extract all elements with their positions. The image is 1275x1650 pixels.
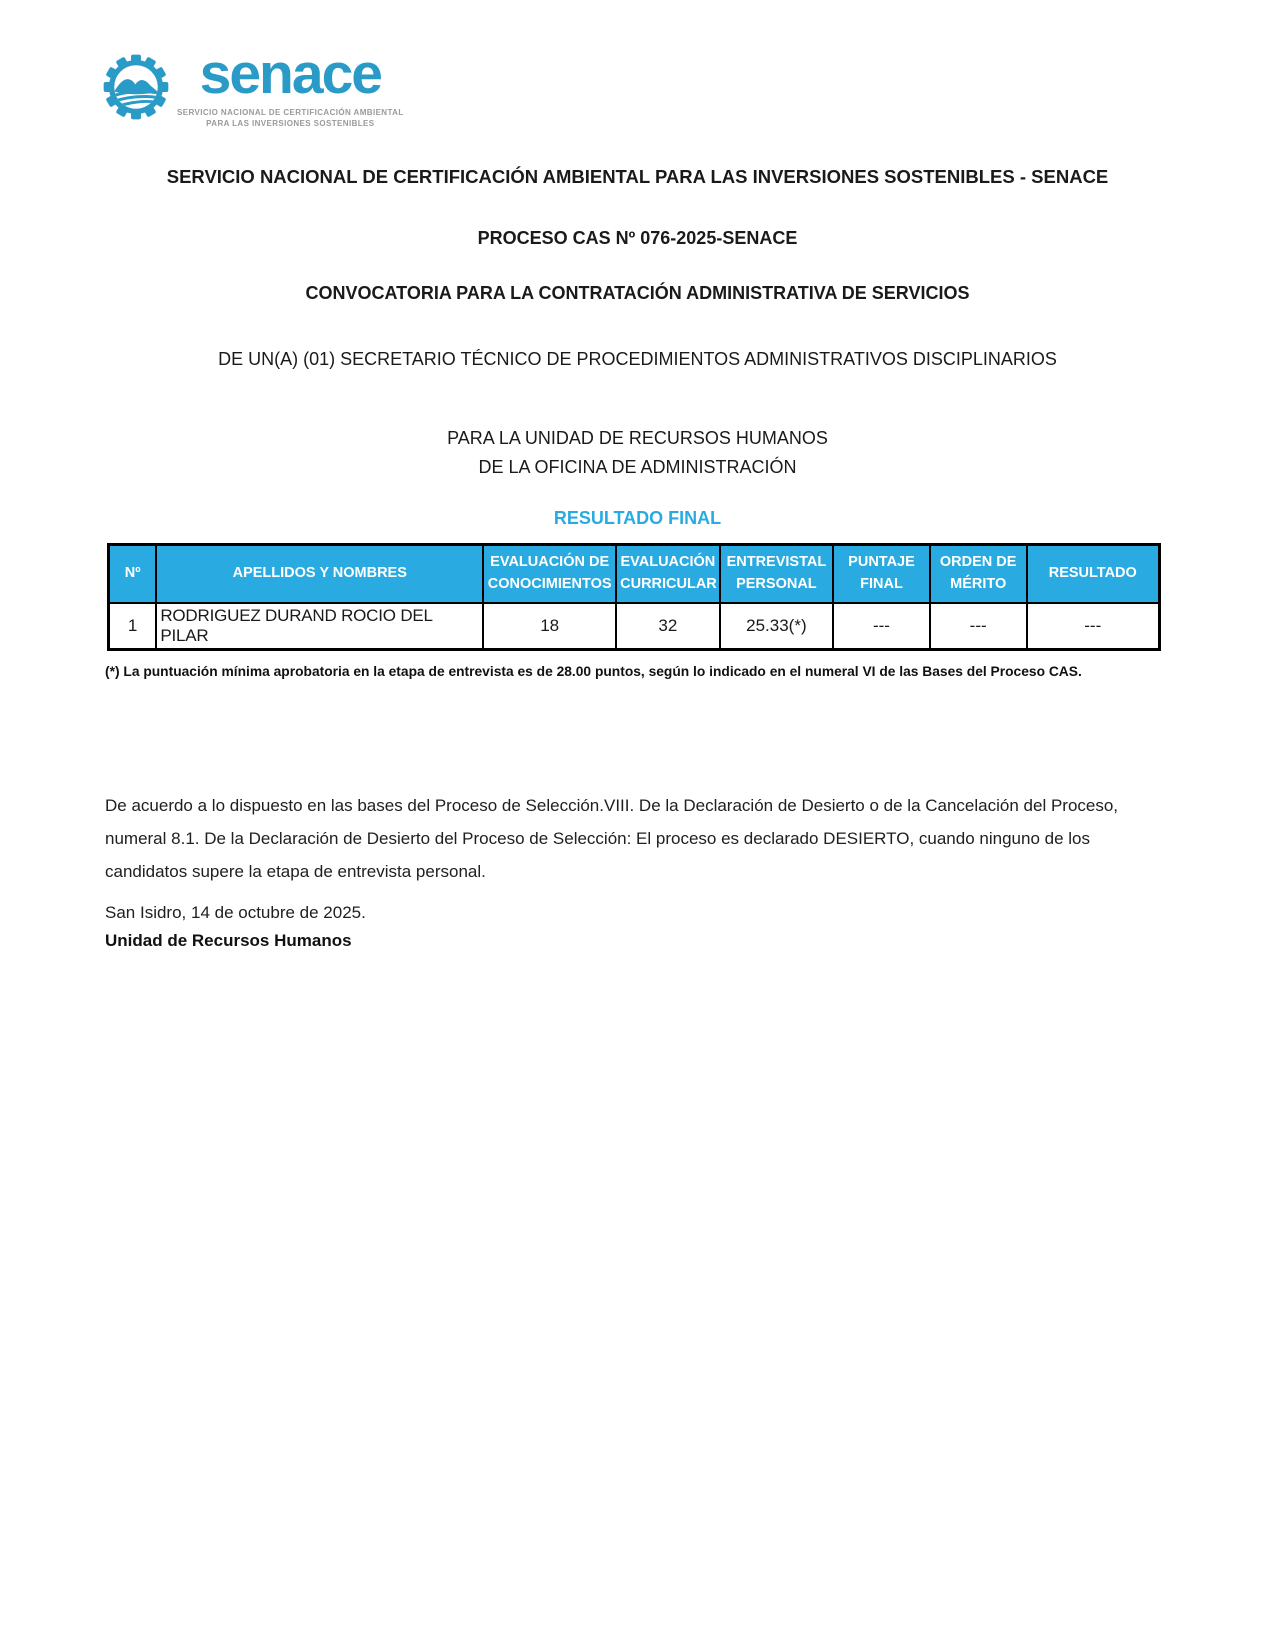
cell-orden-merito: --- xyxy=(930,603,1027,650)
unit-line2: DE LA OFICINA DE ADMINISTRACIÓN xyxy=(478,457,797,477)
cell-eval-curricular: 32 xyxy=(616,603,720,650)
col-header-orden-merito: ORDEN DE MÉRITO xyxy=(930,545,1027,603)
logo-tagline-line2: PARA LAS INVERSIONES SOSTENIBLES xyxy=(206,118,375,128)
col-header-eval-curricular: EVALUACIÓN CURRICULAR xyxy=(616,545,720,603)
signature-line: Unidad de Recursos Humanos xyxy=(105,931,352,950)
unit-lines xyxy=(0,424,1275,482)
col-header-numero: Nº xyxy=(109,545,157,603)
section-title-resultado-final: RESULTADO FINAL xyxy=(553,508,722,528)
senace-gear-icon xyxy=(103,52,169,122)
process-number: PROCESO CAS Nº 076-2025-SENACE xyxy=(477,228,798,248)
cell-entrevista-personal: 25.33(*) xyxy=(720,603,834,650)
col-header-puntaje-final: PUNTAJE FINAL xyxy=(833,545,930,603)
logo-tagline-line1: SERVICIO NACIONAL DE CERTIFICACIÓN AMBIENTAL xyxy=(177,108,404,117)
logo-wordmark: senace xyxy=(199,42,381,106)
logo-text-block xyxy=(177,42,404,130)
senace-logo xyxy=(103,42,404,130)
results-table-container xyxy=(107,543,1161,651)
body-paragraph: De acuerdo a lo dispuesto en las bases del Proceso de Selección.VIII. De la Declaración de Desierto o de la Cancelación del Proceso, numeral 8.1. De la Declaración de Desierto del Proceso de Selección: El proceso es declarado DESIERTO, cuando ninguno de los candidatos supere la etapa de entrevista personal. xyxy=(105,796,1119,882)
document-title: SERVICIO NACIONAL DE CERTIFICACIÓN AMBIENTAL PARA LAS INVERSIONES SOSTENIBLES - SENACE xyxy=(166,166,1109,187)
table-row xyxy=(109,603,1160,650)
call-title: CONVOCATORIA PARA LA CONTRATACIÓN ADMINISTRATIVA DE SERVICIOS xyxy=(305,283,970,303)
position-title: DE UN(A) (01) SECRETARIO TÉCNICO DE PROCEDIMIENTOS ADMINISTRATIVOS DISCIPLINARIOS xyxy=(218,349,1057,369)
col-header-resultado: RESULTADO xyxy=(1027,545,1160,603)
table-header-row xyxy=(109,545,1160,603)
cell-apellidos-nombres: RODRIGUEZ DURAND ROCIO DEL PILAR xyxy=(156,603,483,650)
cell-puntaje-final: --- xyxy=(833,603,930,650)
col-header-apellidos-nombres: APELLIDOS Y NOMBRES xyxy=(156,545,483,603)
logo-tagline xyxy=(177,108,404,130)
col-header-entrevista-personal: ENTREVISTAL PERSONAL xyxy=(720,545,834,603)
unit-line1: PARA LA UNIDAD DE RECURSOS HUMANOS xyxy=(447,428,828,448)
col-header-eval-conocimientos: EVALUACIÓN DE CONOCIMIENTOS xyxy=(483,545,616,603)
results-table xyxy=(107,543,1161,651)
cell-numero: 1 xyxy=(109,603,157,650)
cell-eval-conocimientos: 18 xyxy=(483,603,616,650)
date-line: San Isidro, 14 de octubre de 2025. xyxy=(105,903,366,922)
table-footnote: (*) La puntuación mínima aprobatoria en la etapa de entrevista es de 28.00 puntos, según lo indicado en el numeral VI de las Bases del Proceso CAS. xyxy=(105,664,1082,679)
cell-resultado: --- xyxy=(1027,603,1160,650)
